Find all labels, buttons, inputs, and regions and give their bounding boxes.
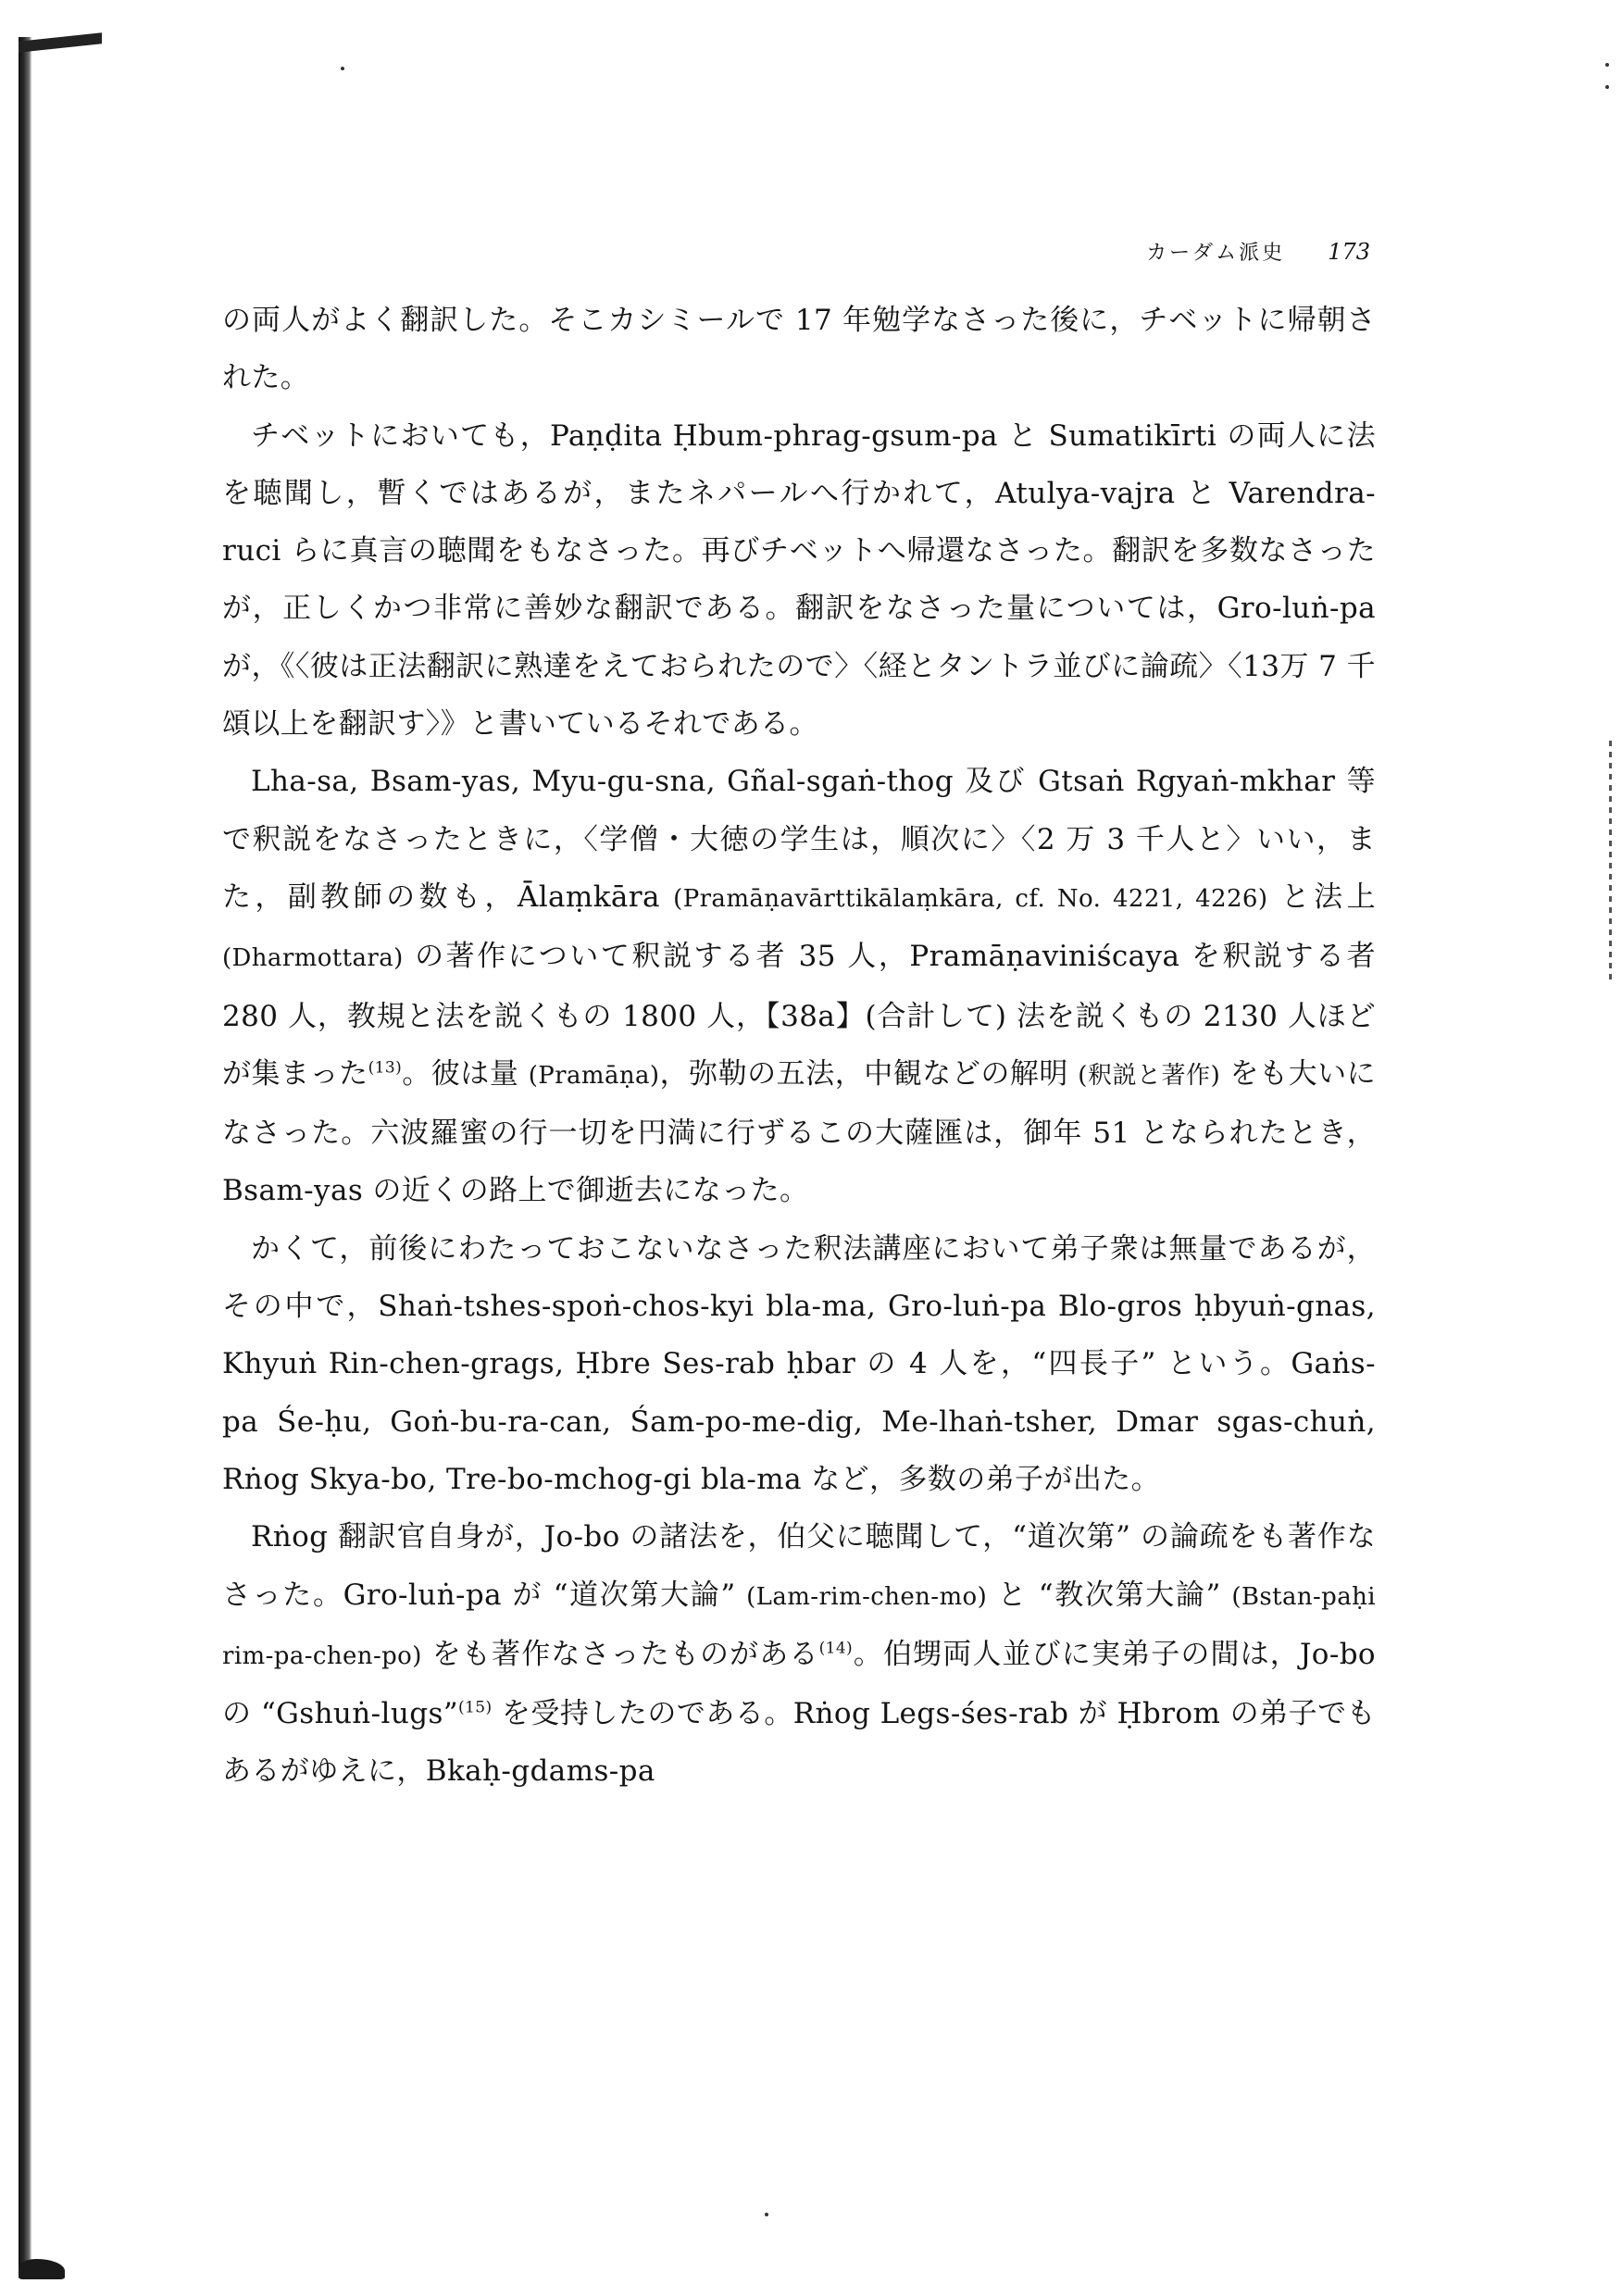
note-ref-14: (14)	[818, 1639, 854, 1658]
paragraph-5-text: 。伯甥両人並びに実弟子の間は，Jo-bo の “Gshuṅ-lugs”	[222, 1637, 1376, 1731]
paragraph-3-text: ，弥勒の五法，中観などの解明	[659, 1056, 1079, 1091]
paragraph-5-text: Rṅog 翻訳官自身が，Jo-bo の諸法を，伯父に聴聞して，“道次第” の論疏をも著作なさった。Gro-luṅ-pa が “道次第大論”	[222, 1520, 1376, 1612]
paragraph-4: かくて，前後にわたっておこないなさった釈法講座において弟子衆は無量であるが，その中で，Shaṅ-tshes-spoṅ-chos-kyi bla-ma, Gro-luṅ-pa Blo-gros ḥbyuṅ-gnas, Khyuṅ Rin-chen-grags, Ḥbre Ses-rab ḥbar の 4 人を，“四長子” という。Gaṅs-pa Śe-ḥu, Goṅ-bu-ra-can, Śam-po-me-dig, Me-lhaṅ-tsher, Dmar sgas-chuṅ, Rṅog Skya-bo, Tre-bo-mchog-gi bla-ma など，多数の弟子が出た。	[222, 1231, 1376, 1496]
scan-speck	[1605, 85, 1609, 89]
gloss-dharmottara: (Dharmottara)	[222, 944, 404, 973]
running-title: カーダム派史	[1146, 242, 1286, 265]
gloss-bstan-pahi: (Bstan-paḥi rim-pa-chen-po)	[222, 1582, 1376, 1670]
scan-speck	[765, 2213, 768, 2216]
paragraph-1: の両人がよく翻訳した。そこカシミールで 17 年勉学なさった後に，チベットに帰朝された。	[222, 304, 1376, 395]
running-head	[944, 237, 1370, 266]
body-text	[222, 292, 1376, 1801]
paragraph-5-text: を受持したのである。Rṅog Legs-śes-rab が Ḥbrom の弟子でもあるがゆえに，Bkaḥ-gdams-pa	[222, 1697, 1376, 1789]
paragraph-3-text: と法上	[1267, 880, 1376, 914]
gloss-explanation: (釈説と著作)	[1078, 1061, 1221, 1090]
paragraph-3-text: 。彼は量	[402, 1056, 529, 1091]
margin-scan-marks	[1609, 741, 1612, 981]
note-ref-13: (13)	[368, 1058, 403, 1078]
paragraph-3-text: の著作について釈説する者 35 人，Pramāṇaviniścaya を釈説する者 280 人，教規と法を説くもの 1800 人，【38a】(合計して) 法を説くもの 2130 人ほどが集まった	[222, 940, 1376, 1091]
note-ref-15: (15)	[458, 1698, 493, 1717]
scan-binding-edge	[19, 37, 31, 2268]
citation-alamkara: (Pramāṇavārttikālaṃkāra, cf. No. 4221, 4226)	[673, 884, 1268, 913]
paragraph-5-text: と “教次第大論”	[987, 1578, 1232, 1612]
scan-corner-mark	[19, 32, 102, 52]
paragraph-5-text: をも著作なさったものがある	[421, 1637, 819, 1671]
scan-speck	[341, 67, 344, 70]
paragraph-3-text: をも大いになさった。六波羅蜜の行一切を円満に行ずるこの大薩匯は，御年 51 となられたとき，Bsam-yas の近くの路上で御逝去になった。	[222, 1056, 1377, 1208]
paragraph-2: チベットにおいても，Paṇḍita Ḥbum-phrag-gsum-pa と Sumatikīrti の両人に法を聴聞し，暫くではあるが，またネパールへ行かれて，Atulya-vajra と Varendra-ruci らに真言の聴聞をもなさった。再びチベットへ帰還なさった。翻訳を多数なさったが，正しくかつ非常に善妙な翻訳である。翻訳をなさった量については，Gro-luṅ-pa が，《〈彼は正法翻訳に熟達をえておられたので〉〈経とタントラ並びに論疏〉〈13万 7 千頌以上を翻訳す〉》と書いているそれである。	[222, 418, 1376, 742]
gloss-lam-rim: (Lam-rim-chen-mo)	[746, 1582, 988, 1611]
paragraph-3-text: Lha-sa, Bsam-yas, Myu-gu-sna, Gñal-sgaṅ-thog 及び Gtsaṅ Rgyaṅ-mkhar 等で釈説をなさったときに，〈学僧・大徳の学生は，順次に〉〈2 万 3 千人と〉いい，また，副教師の数も，Ālaṃkāra	[222, 765, 1376, 914]
paragraph-3	[222, 753, 1376, 1219]
gloss-pramana: (Pramāṇa)	[528, 1061, 660, 1090]
scan-speck	[1605, 63, 1609, 67]
scan-bottom-blot	[19, 2259, 65, 2279]
page-number: 173	[1328, 239, 1370, 265]
paragraph-5	[222, 1508, 1376, 1800]
